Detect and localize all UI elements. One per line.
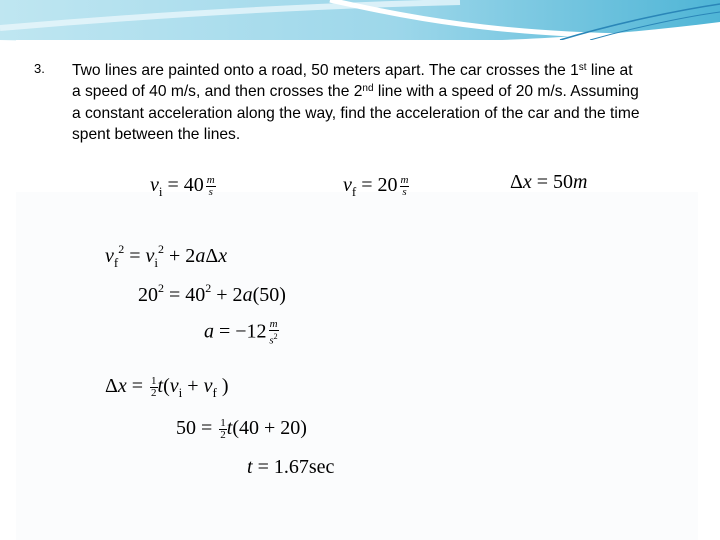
equation-displacement-average: Δx = $\frac{1}{2}$ $t(v_i + v_f$ )	[105, 374, 229, 400]
equation-time-substituted: 50 = $\frac{1}{2}$ t(40 + 20)	[176, 416, 307, 441]
given-initial-velocity: $v_i = 40$ $\frac{m}{s}$	[150, 173, 215, 199]
equation-velocity-squared: $v_f^2 = v_i^2 + 2a\Delta x$	[105, 242, 228, 270]
given-final-velocity: $v_f = 20$ $\frac{m}{s}$	[343, 173, 409, 199]
problem-line-4: spent between the lines.	[72, 125, 241, 143]
unit-fraction: $\frac{m}{s}$	[400, 173, 409, 198]
unit-fraction: $\frac{m}{s}$	[206, 173, 215, 198]
unit-fraction: $\frac{m}{s^2}$	[269, 318, 278, 347]
problem-line-3: a constant acceleration along the way, find the acceleration of the car and the time	[72, 104, 640, 122]
equation-substituted: $20^2 = 40^2 + 2a(50)$	[138, 281, 286, 306]
problem-line-1: Two lines are painted onto a road, 50 meters apart. The car crosses the 1st line at	[72, 62, 633, 79]
problem-number: 3.	[34, 61, 45, 76]
time-result: t = 1.67sec	[247, 456, 335, 478]
given-displacement: Δx = 50m	[510, 171, 588, 193]
acceleration-result: a = −12 $\frac{m}{s^2}$	[204, 318, 278, 347]
half-fraction: $\frac{1}{2}$	[220, 416, 226, 441]
problem-statement	[72, 60, 698, 145]
half-fraction: $\frac{1}{2}$	[151, 374, 157, 399]
problem-line-2: a speed of 40 m/s, and then crosses the 2nd line with a speed of 20 m/s. Assuming	[72, 83, 639, 101]
